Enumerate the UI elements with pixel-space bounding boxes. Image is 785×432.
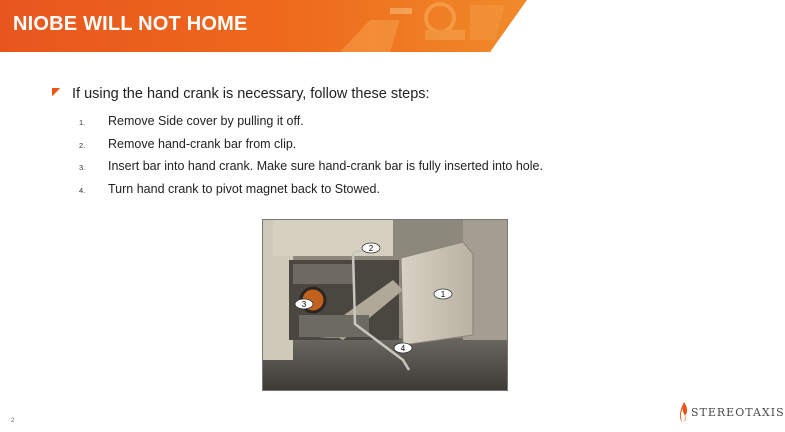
flame-icon: [679, 402, 689, 422]
triangle-bullet-icon: [50, 86, 62, 98]
list-item: [79, 137, 543, 160]
step-text: Remove Side cover by pulling it off.: [108, 114, 304, 128]
logo-text: STEREOTAXIS: [691, 405, 785, 419]
step-number: 1.: [79, 118, 86, 127]
step-number: 2.: [79, 140, 86, 150]
step-number: 4.: [79, 185, 86, 195]
list-item: [79, 182, 543, 205]
step-text: Turn hand crank to pivot magnet back to Stowed.: [108, 181, 380, 196]
step-text: Remove hand-crank bar from clip.: [108, 136, 297, 151]
callout-2: 2: [368, 244, 374, 253]
callout-4: 4: [400, 344, 406, 353]
step-text: Insert bar into hand crank. Make sure hand-crank bar is fully inserted into hole.: [108, 159, 543, 173]
header-decorative-art: [330, 0, 527, 52]
list-item: [79, 159, 543, 182]
machine-illustration: [263, 220, 507, 390]
lead-bullet: [50, 86, 430, 102]
step-number: 3.: [79, 163, 86, 172]
lead-text: If using the hand crank is necessary, follow these steps:: [72, 86, 430, 102]
callout-1: 1: [440, 290, 446, 299]
steps-list: [79, 114, 543, 204]
callout-3: 3: [301, 300, 307, 309]
page-number: 2: [11, 418, 15, 424]
page-title: NIOBE WILL NOT HOME: [13, 13, 248, 35]
list-item: [79, 114, 543, 137]
company-logo: [679, 402, 785, 422]
hand-crank-photo: [262, 219, 508, 391]
